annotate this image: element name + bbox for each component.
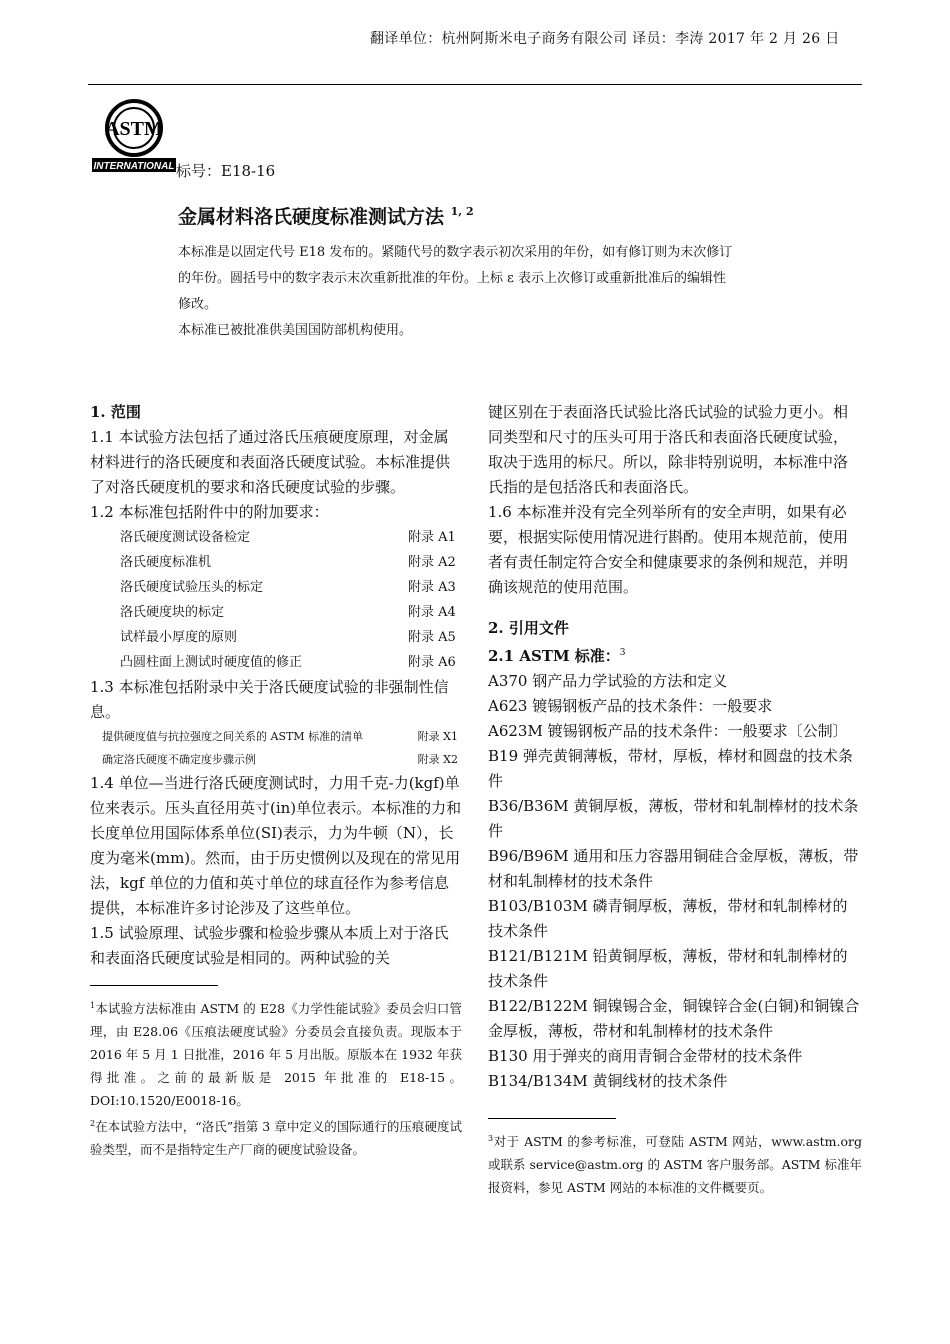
left-column <box>90 400 462 1161</box>
title-text: 金属材料洛氏硬度标准测试方法 <box>178 206 445 228</box>
reference-item: B130 用于弹夹的商用青铜合金带材的技术条件 <box>488 1047 803 1065</box>
annex-row: 洛氏硬度试验压头的标定 附录 A3 <box>120 580 456 595</box>
intro-line: 的年份。圆括号中的数字表示末次重新批准的年份。上标 ε 表示上次修订或重新批准后的编辑性 <box>178 271 727 286</box>
reference-item: A370 钢产品力学试验的方法和定义 <box>488 672 728 690</box>
intro-line: 修改。 <box>178 297 218 312</box>
para-1-3: 1.3 本标准包括附录中关于洛氏硬度试验的非强制性信息。 <box>90 678 449 721</box>
para-1-2: 1.2 本标准包括附件中的附加要求： <box>90 503 329 521</box>
reference-item: B134/B134M 黄铜线材的技术条件 <box>488 1072 728 1090</box>
header-rule <box>88 84 862 85</box>
intro-block <box>178 240 788 344</box>
reference-item: B121/B121M 铅黄铜厚板，薄板，带材和轧制棒材的技术条件 <box>488 947 848 990</box>
annex-row: 洛氏硬度块的标定 附录 A4 <box>120 605 456 620</box>
reference-item: B122/B122M 铜镍锡合金，铜镍锌合金(白铜)和铜镍合金厚板，薄板，带材和轧制棒材的技术条件 <box>488 997 860 1040</box>
footnote-2: $^2$在本试验方法中，“洛氏”指第 3 章中定义的国际通行的压痕硬度试验类型，而不是指特定生产厂商的硬度试验设备。 <box>90 1119 462 1157</box>
title-footnote-marks: 1, 2 <box>450 205 474 218</box>
astm-logo <box>92 98 176 176</box>
intro-line: 本标准已被批准供美国国防部机构使用。 <box>178 323 413 338</box>
reference-item: B103/B103M 磷青铜厚板，薄板，带材和轧制棒材的技术条件 <box>488 897 848 940</box>
logo-mark: ASTM <box>105 118 163 140</box>
footnote-rule <box>90 985 218 986</box>
section-1-heading: 1. 范围 <box>90 403 141 421</box>
annex-row: 洛氏硬度标准机 附录 A2 <box>120 555 456 570</box>
para-1-5: 1.5 试验原理、试验步骤和检验步骤从本质上对于洛氏和表面洛氏硬度试验是相同的。两种试验的关 <box>90 924 449 967</box>
standard-designation: 标号：E18-16 <box>176 162 276 180</box>
document-title <box>178 202 474 229</box>
right-column <box>488 400 862 1199</box>
intro-line: 本标准是以固定代号 E18 发布的。紧随代号的数字表示初次采用的年份，如有修订则为末次修订 <box>178 245 733 260</box>
para-1-5-continued: 键区别在于表面洛氏试验比洛氏试验的试验力更小。相同类型和尺寸的压头可用于洛氏和表面洛氏硬度试验，取决于选用的标尺。所以，除非特别说明，本标准中洛氏指的是包括洛氏和表面洛氏。 <box>488 403 849 496</box>
para-2-1: 2.1 ASTM 标准：$^3$ <box>488 647 626 665</box>
para-1-4: 1.4 单位—当进行洛氏硬度测试时，力用千克-力(kgf)单位来表示。压头直径用英寸(in)单位表示。本标准的力和长度单位用国际体系单位(SI)表示，力为牛顿（N），长度为毫米(mm)。然而，由于历史惯例以及现在的常见用法，kgf 单位的力值和英寸单位的球直径作为参考信息提供，本标准许多讨论涉及了这些单位。 <box>90 774 462 917</box>
footnote-1: $^1$本试验方法标准由 ASTM 的 E28《力学性能试验》委员会归口管理，由 E28.06《压痕法硬度试验》分委员会直接负责。现版本于 2016 年 5 月 1 日批准，2016 年 5 月出版。原版本在 1932 年获得批准。之前的最新版是 2015 年批准的 E18-15。DOI:10.1520/E0018-16。 <box>90 1001 462 1108</box>
appendix-row: 确定洛氏硬度不确定度步骤示例 附录 X2 <box>102 753 458 766</box>
annex-row: 试样最小厚度的原则 附录 A5 <box>120 630 456 645</box>
reference-item: B96/B96M 通用和压力容器用铜硅合金厚板，薄板，带材和轧制棒材的技术条件 <box>488 847 859 890</box>
reference-item: B19 弹壳黄铜薄板，带材，厚板，棒材和圆盘的技术条件 <box>488 747 853 790</box>
para-1-1: 1.1 本试验方法包括了通过洛氏压痕硬度原理，对金属材料进行的洛氏硬度和表面洛氏硬度试验。本标准提供了对洛氏硬度机的要求和洛氏硬度试验的步骤。 <box>90 428 451 496</box>
reference-item: A623 镀锡钢板产品的技术条件：一般要求 <box>488 697 773 715</box>
appendix-row: 提供硬度值与抗拉强度之间关系的 ASTM 标准的清单 附录 X1 <box>102 730 458 743</box>
section-2-heading: 2. 引用文件 <box>488 619 569 637</box>
reference-item: A623M 镀锡钢板产品的技术条件：一般要求〔公制〕 <box>488 722 848 740</box>
annex-list <box>90 525 462 675</box>
annex-row: 凸圆柱面上测试时硬度值的修正 附录 A6 <box>120 655 456 670</box>
footnote-rule <box>488 1118 616 1119</box>
para-1-6: 1.6 本标准并没有完全列举所有的安全声明，如果有必要，根据实际使用情况进行斟酌。使用本规范前，使用者有责任制定符合安全和健康要求的条例和规范，并明确该规范的使用范围。 <box>488 503 849 596</box>
logo-org-text: INTERNATIONAL <box>93 161 175 172</box>
translator-header: 翻译单位：杭州阿斯米电子商务有限公司 译员：李涛 2017 年 2 月 26 日 <box>370 31 840 47</box>
footnote-3: $^3$对于 ASTM 的参考标准，可登陆 ASTM 网站，www.astm.org 或联系 service@astm.org 的 ASTM 客户服务部。ASTM 标准年报资料，参见 ASTM 网站的本标准的文件概要页。 <box>488 1134 862 1195</box>
reference-item: B36/B36M 黄铜厚板，薄板，带材和轧制棒材的技术条件 <box>488 797 859 840</box>
appendix-list <box>90 725 462 771</box>
annex-row: 洛氏硬度测试设备检定 附录 A1 <box>120 530 456 545</box>
